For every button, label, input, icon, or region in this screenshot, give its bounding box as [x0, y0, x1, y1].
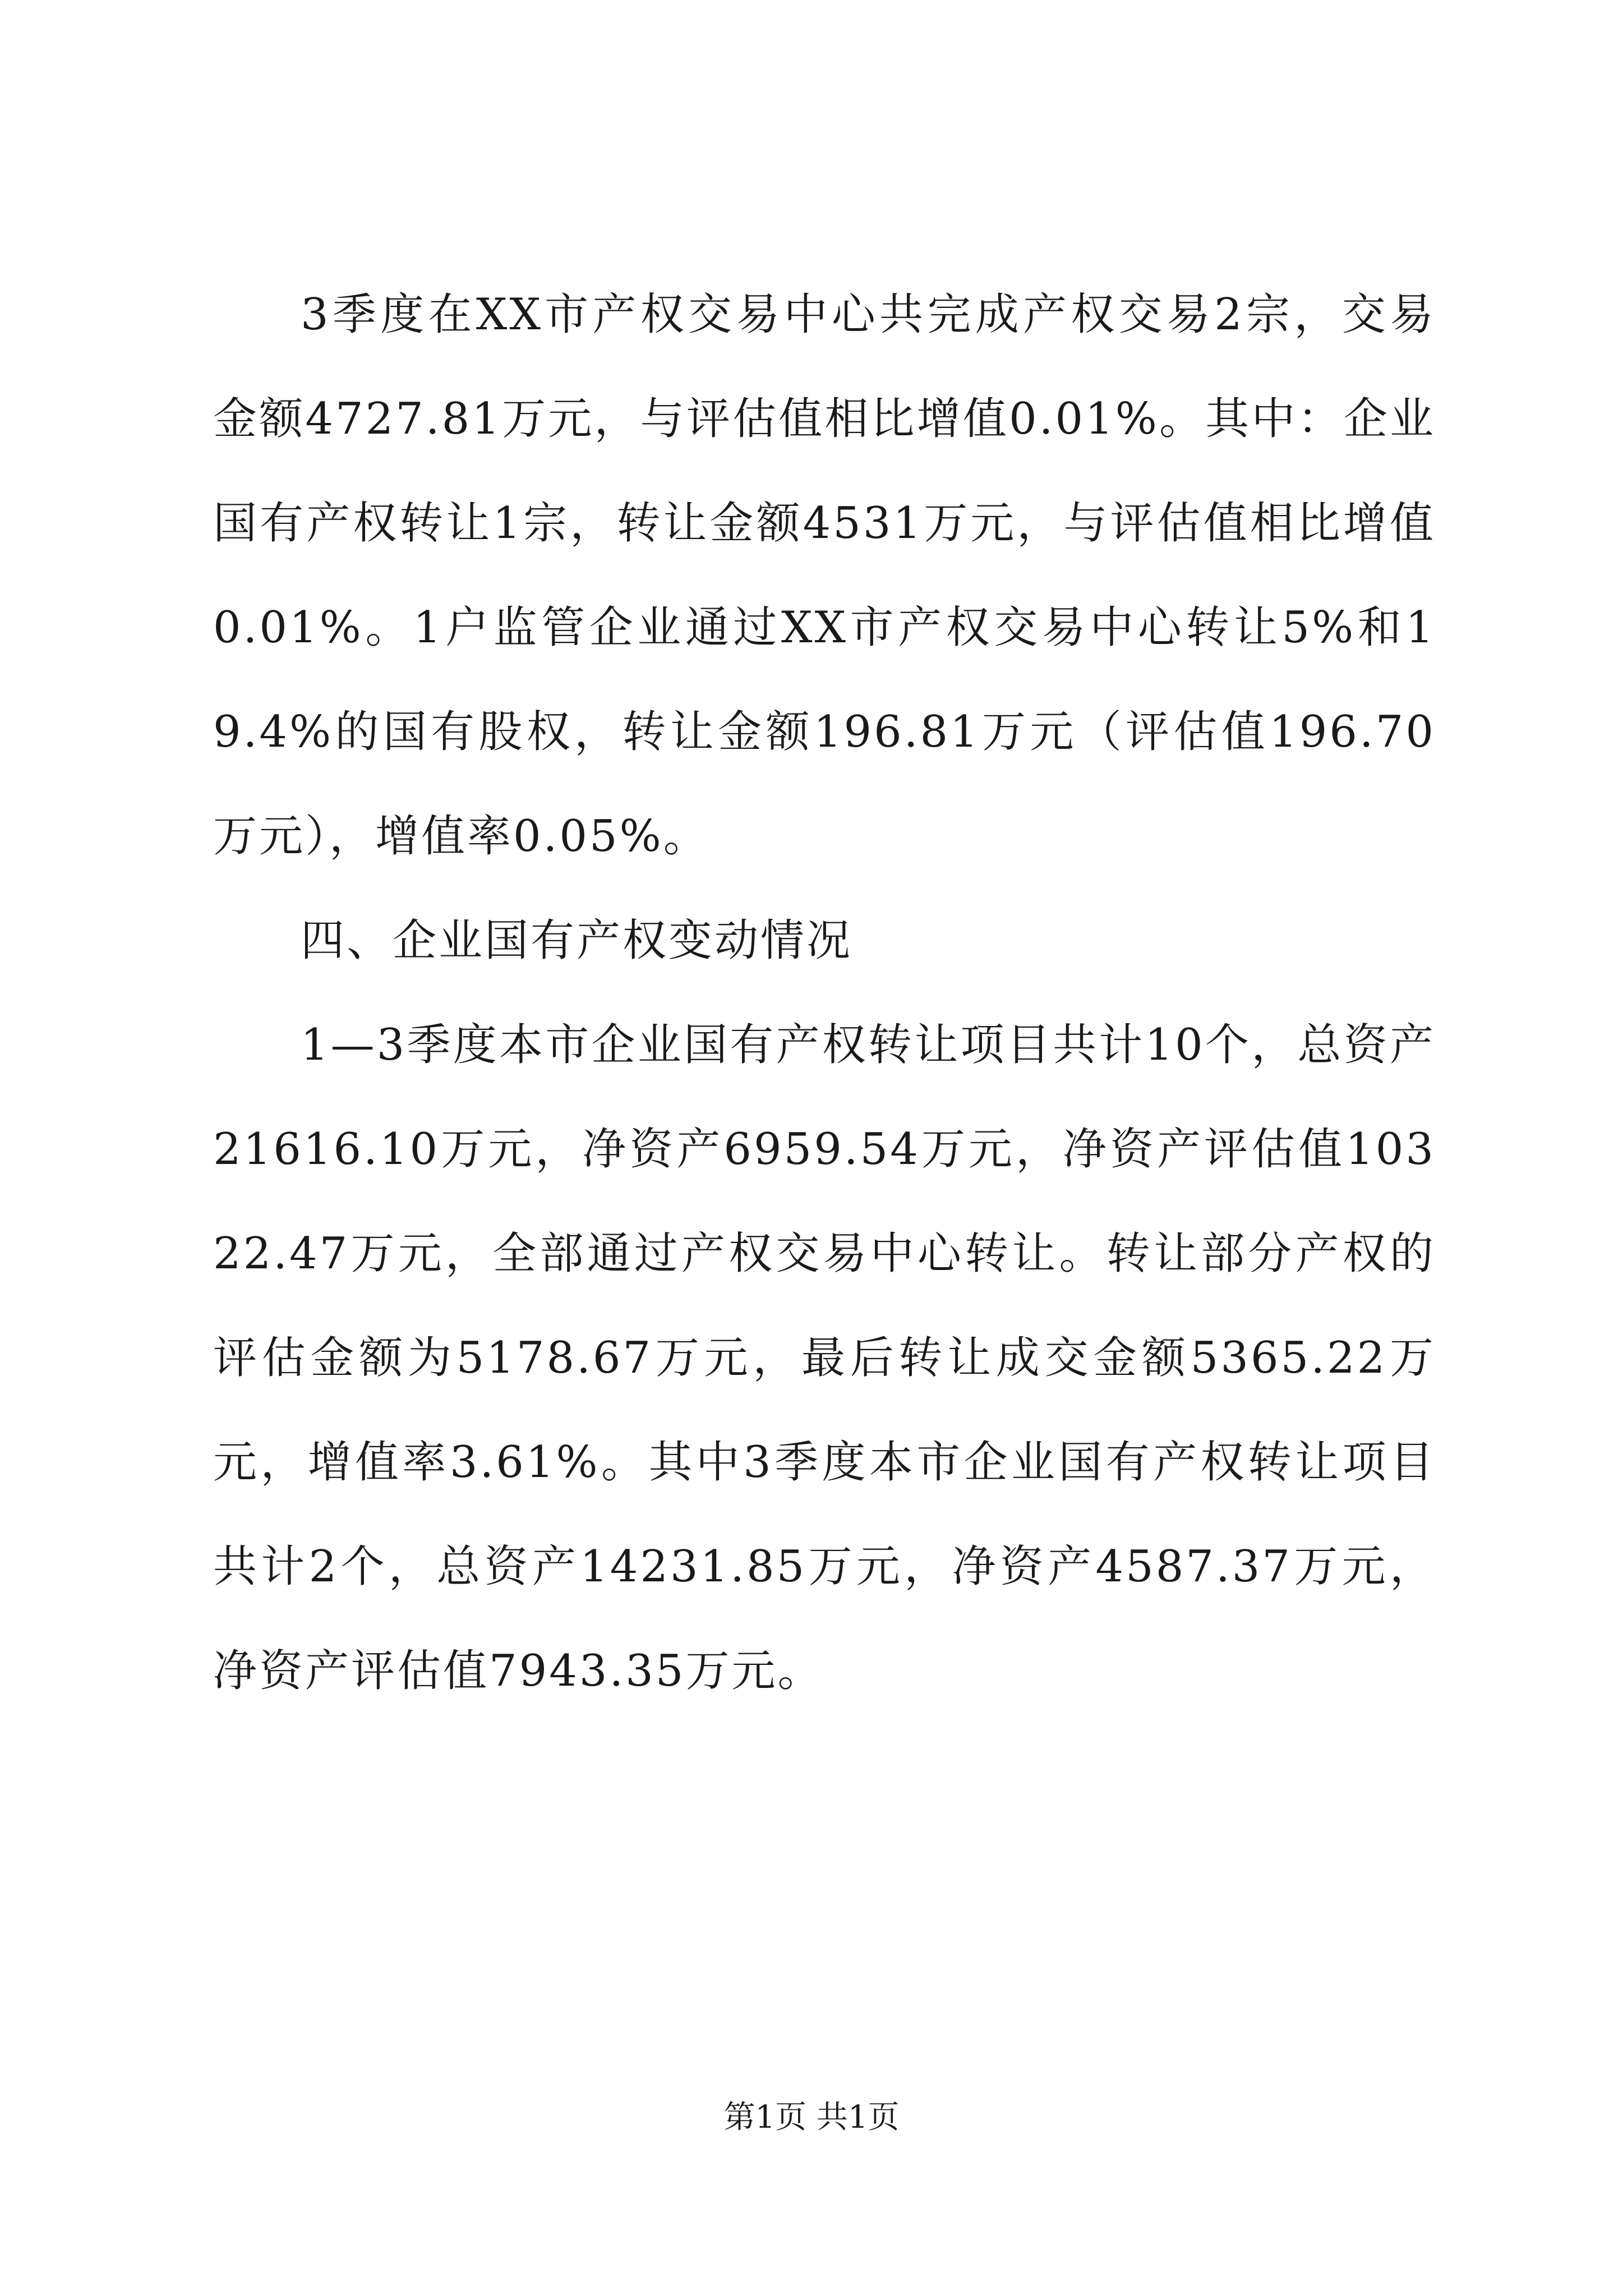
section-heading-property-changes: 四、企业国有产权变动情况: [301, 915, 853, 966]
paragraph-transfer-projects: 1—3季度本市企业国有产权转让项目共计10个，总资产21616.10万元，净资产6959.54万元，净资产评估值10322.47万元，全部通过产权交易中心转让。转让部分产权的评估金额为5178.67万元，最后转让成交金额5365.22万元，增值率3.61%。其中3季度本市企业国有产权转让项目共计2个，总资产14231.85万元，净资产4587.37万元，净资产评估值7943.35万元。: [213, 1020, 1436, 1696]
paragraph-q3-transactions: 3季度在XX市产权交易中心共完成产权交易2宗，交易金额4727.81万元，与评估值相比增值0.01%。其中：企业国有产权转让1宗，转让金额4531万元，与评估值相比增值0.01%。1户监管企业通过XX市产权交易中心转让5%和19.4%的国有股权，转让金额196.81万元（评估值196.70万元），增值率0.05%。: [213, 289, 1436, 862]
page-footer: 第1页 共1页: [723, 2099, 900, 2136]
document-body: [213, 263, 1436, 1723]
